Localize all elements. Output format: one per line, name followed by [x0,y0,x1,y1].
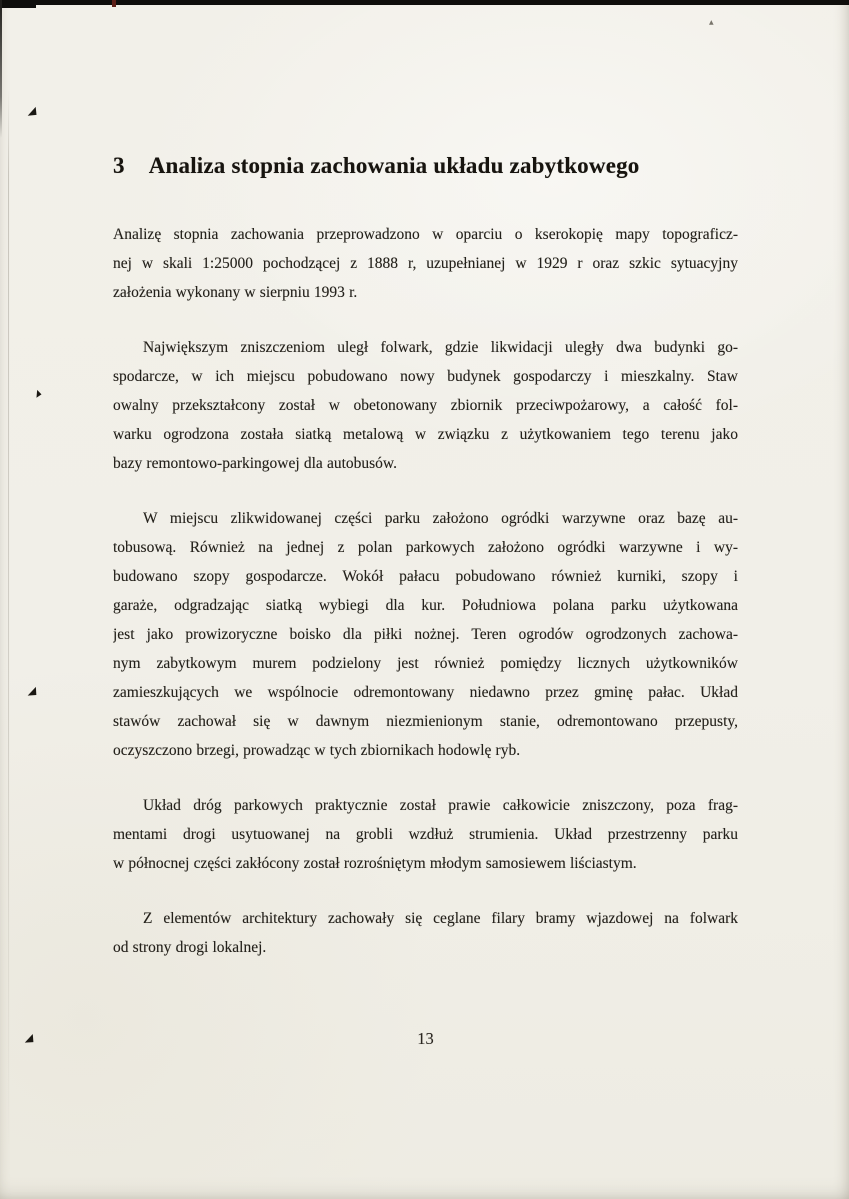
text-line: założenia wykonany w sierpniu 1993 r. [113,284,358,301]
scan-red-tick-mark [112,0,116,7]
text-line: oczyszczono brzegi, prowadząc w tych zbiornikach hodowlę ryb. [113,742,521,759]
text-line: Największym zniszczeniom uległ folwark, gdzie likwidacji uległy dwa budynki go- [143,339,738,356]
paragraph [113,504,738,765]
paragraph [113,904,738,962]
text-line: Z elementów architektury zachowały się ceglane filary bramy wjazdowej na folwark [143,910,738,927]
text-line: nym zabytkowym murem podzielony jest również pomiędzy licznych użytkowników [113,655,738,672]
text-line: spodarcze, w ich miejscu pobudowano nowy budynek gospodarczy i mieszkalny. Staw [113,368,738,385]
text-line: warku ogrodzona została siatką metalową w związku z użytkowaniem tego terenu jako [113,426,738,443]
scan-speck-icon: ▲ [709,19,714,26]
paragraph [113,333,738,478]
scan-speck-icon: ▲ [27,103,42,118]
text-line: jest jako prowizoryczne boisko dla piłki nożnej. Teren ogrodów ogrodzonych zachowa- [113,626,738,643]
scan-speck-icon: ▲ [24,1030,39,1045]
text-line: stawów zachował się w dawnym niezmienionym stanie, odremontowano przepusty, [113,713,738,730]
text-line: Analizę stopnia zachowania przeprowadzono w oparciu o kserokopię mapy topograficz- [113,226,738,243]
page-number: 13 [417,1029,434,1048]
text-line: bazy remontowo-parkingowej dla autobusów. [113,455,397,472]
section-number: 3 [113,153,125,178]
text-line: Układ dróg parkowych praktycznie został prawie całkowicie zniszczony, poza frag- [143,797,738,814]
text-line: budowano szopy gospodarcze. Wokół pałacu pobudowano również kurniki, szopy i [113,568,738,585]
scan-speck-icon: ▲ [26,683,42,698]
scan-speck-icon: ▲ [34,386,42,399]
paragraph [113,791,738,878]
text-line: zamieszkujących we wspólnocie odremontowany niedawno przez gminę pałac. Układ [113,684,738,701]
scan-top-edge-strip [0,0,849,5]
paragraphs [113,220,738,962]
scan-top-left-corner [0,0,36,8]
text-line: od strony drogi lokalnej. [113,939,267,956]
text-line: W miejscu zlikwidowanej części parku założono ogródki warzywne oraz bazę au- [143,510,738,527]
content-area [113,152,738,962]
text-line: mentami drogi usytuowanej na grobli wzdłuż strumienia. Układ przestrzenny parku [113,826,738,843]
text-line: garaże, odgradzając siatką wybiegi dla kur. Południowa polana parku użytkowana [113,597,738,614]
text-line: tobusową. Również na jednej z polan parkowych założono ogródki warzywne i wy- [113,539,738,556]
text-line: nej w skali 1:25000 pochodzącej z 1888 r, uzupełnianej w 1929 r oraz szkic sytuacyjny [113,255,738,272]
paragraph [113,220,738,307]
scan-left-edge-line [0,0,2,138]
text-line: w północnej części zakłócony został rozrośniętym młodym samosiewem liściastym. [113,855,637,872]
text-line: owalny przekształcony został w obetonowany zbiornik przeciwpożarowy, a całość fol- [113,397,738,414]
scan-left-faint-line [8,90,9,1150]
section-title: Analiza stopnia zachowania układu zabytkowego [148,153,640,178]
section-heading [113,152,738,180]
